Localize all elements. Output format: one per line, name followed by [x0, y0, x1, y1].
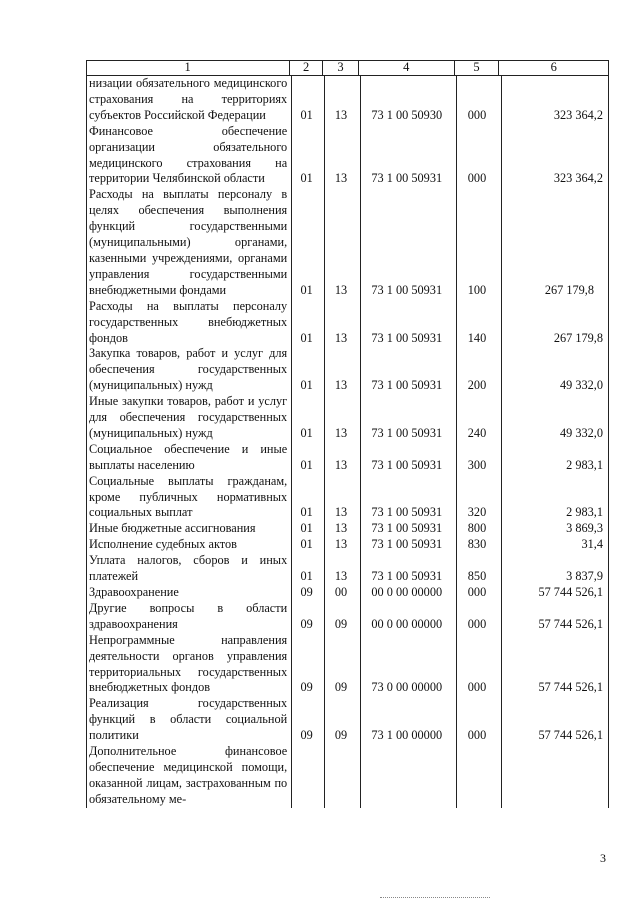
row-target-code: 73 1 00 50931	[371, 521, 443, 536]
row-section-code: 01	[300, 569, 313, 584]
table-row	[87, 601, 608, 633]
row-section-code: 01	[300, 330, 313, 345]
row-section-code: 01	[300, 505, 313, 520]
table-row	[87, 585, 608, 601]
row-subsection-code: 13	[334, 378, 348, 393]
row-subsection-code: 13	[334, 107, 348, 122]
row-description: Другие вопросы в области здравоохранения	[89, 600, 288, 631]
row-section-code: 09	[300, 680, 313, 695]
row-target-code: 73 1 00 50931	[371, 457, 443, 472]
budget-table	[86, 60, 609, 808]
row-description: Непрограммные направления деятельности органов управления территориальных государственных внебюджетных фондов	[89, 632, 288, 695]
row-expense-type: 830	[467, 537, 487, 552]
row-description: Социальное обеспечение и иные выплаты населению	[89, 441, 288, 472]
table-row	[87, 696, 608, 744]
row-subsection-code: 13	[334, 457, 348, 472]
row-subsection-code: 09	[334, 680, 348, 695]
row-description: Уплата налогов, сборов и иных платежей	[89, 553, 288, 584]
row-expense-type: 800	[467, 521, 487, 536]
row-section-code: 01	[300, 171, 313, 186]
table-row	[87, 299, 608, 347]
table-row	[87, 537, 608, 553]
row-subsection-code: 13	[334, 425, 348, 440]
table-row	[87, 76, 608, 124]
row-amount: 57 744 526,1	[538, 616, 603, 631]
row-description: Здравоохранение	[89, 585, 179, 599]
row-target-code: 73 1 00 50931	[371, 505, 443, 520]
row-description: Социальные выплаты гражданам, кроме публичных нормативных социальных выплат	[89, 473, 288, 520]
table-row	[87, 633, 608, 697]
footer-rule	[380, 897, 490, 898]
table-row	[87, 346, 608, 394]
row-description: низации обязательного медицинского страхования на территориях субъектов Российской Федерации	[89, 76, 288, 122]
row-description: Исполнение судебных актов	[89, 537, 237, 552]
row-expense-type: 240	[467, 425, 487, 440]
row-expense-type: 200	[467, 378, 487, 393]
table-row	[87, 521, 608, 537]
row-subsection-code: 13	[334, 505, 348, 520]
page-number: 3	[600, 851, 606, 865]
row-section-code: 01	[300, 378, 313, 393]
row-amount: 3 869,3	[566, 521, 603, 536]
row-target-code: 73 1 00 50931	[371, 537, 443, 552]
table-body	[86, 76, 609, 808]
row-amount: 49 332,0	[559, 425, 603, 440]
row-expense-type: 100	[467, 282, 487, 297]
row-subsection-code: 13	[334, 537, 348, 552]
row-target-code: 00 0 00 00000	[371, 585, 443, 599]
row-subsection-code: 13	[334, 282, 348, 297]
row-amount: 31,4	[581, 537, 603, 552]
row-amount: 323 364,2	[553, 171, 603, 186]
row-amount: 267 179,8	[544, 282, 595, 297]
table-row	[87, 124, 608, 188]
row-target-code: 73 1 00 50931	[371, 171, 443, 186]
row-section-code: 01	[300, 521, 313, 536]
row-description: Иные бюджетные ассигнования	[89, 521, 256, 536]
row-section-code: 09	[300, 728, 313, 743]
row-description: Реализация государственных функций в области социальной политики	[89, 696, 288, 743]
row-description: Закупка товаров, работ и услуг для обеспечения государственных (муниципальных) нужд	[89, 346, 288, 393]
row-section-code: 01	[300, 425, 313, 440]
row-amount: 57 744 526,1	[538, 728, 603, 743]
row-description: Иные закупки товаров, работ и услуг для обеспечения государственных (муниципальных) нужд	[89, 394, 288, 440]
header-col-6: 6	[550, 60, 557, 74]
row-section-code: 01	[300, 282, 313, 297]
row-expense-type: 000	[467, 585, 487, 599]
row-expense-type: 320	[467, 505, 487, 520]
row-section-code: 01	[300, 537, 313, 552]
header-col-4: 4	[359, 61, 455, 75]
header-col-2: 2	[290, 61, 323, 75]
row-subsection-code: 00	[334, 585, 348, 599]
row-expense-type: 000	[467, 107, 487, 122]
table-row	[87, 474, 608, 522]
row-section-code: 09	[300, 616, 313, 631]
row-amount: 49 332,0	[559, 378, 603, 393]
row-target-code: 73 1 00 50931	[371, 378, 443, 393]
header-col-3: 3	[323, 61, 359, 75]
row-target-code: 00 0 00 00000	[371, 616, 443, 631]
row-amount: 2 983,1	[566, 457, 603, 472]
row-section-code: 09	[300, 585, 313, 599]
header-col-5: 5	[455, 61, 500, 75]
row-subsection-code: 13	[334, 330, 348, 345]
row-expense-type: 850	[467, 569, 487, 584]
row-description: Расходы на выплаты персоналу государственных внебюджетных фондов	[89, 298, 288, 345]
row-target-code: 73 1 00 50931	[371, 282, 443, 297]
row-target-code: 73 1 00 50931	[371, 425, 443, 440]
row-expense-type: 300	[467, 457, 487, 472]
row-expense-type: 140	[467, 330, 487, 345]
row-amount: 323 364,2	[553, 107, 603, 122]
row-description: Дополнительное финансовое обеспечение медицинской помощи, оказанной лицам, застрахованным по обязательному ме-	[89, 744, 288, 806]
row-section-code: 01	[300, 457, 313, 472]
row-expense-type: 000	[467, 728, 487, 743]
row-amount: 57 744 526,1	[538, 680, 603, 695]
table-row	[87, 553, 608, 585]
row-target-code: 73 1 00 00000	[371, 728, 443, 743]
row-amount: 2 983,1	[566, 505, 603, 520]
table-row	[87, 187, 608, 298]
table-header	[86, 60, 609, 76]
row-target-code: 73 1 00 50930	[371, 107, 443, 122]
row-section-code: 01	[300, 107, 313, 122]
table-row	[87, 744, 608, 808]
row-subsection-code: 13	[334, 171, 348, 186]
row-subsection-code: 13	[334, 569, 348, 584]
row-target-code: 73 1 00 50931	[371, 330, 443, 345]
row-subsection-code: 13	[334, 521, 348, 536]
row-amount: 57 744 526,1	[538, 585, 603, 599]
row-target-code: 73 1 00 50931	[371, 569, 443, 584]
table-row	[87, 394, 608, 442]
row-amount: 3 837,9	[566, 569, 603, 584]
row-target-code: 73 0 00 00000	[371, 680, 443, 695]
row-expense-type: 000	[467, 171, 487, 186]
row-subsection-code: 09	[334, 728, 348, 743]
header-col-1: 1	[87, 61, 290, 75]
row-description: Финансовое обеспечение организации обязательного медицинского страхования на территории Челябинской области	[89, 123, 288, 186]
row-amount: 267 179,8	[553, 330, 603, 345]
row-expense-type: 000	[467, 616, 487, 631]
row-subsection-code: 09	[334, 616, 348, 631]
row-description: Расходы на выплаты персоналу в целях обеспечения выполнения функций государственными (муниципальными) органами, казенными учреждениями, органами управления государственными внебюджетными фондами	[89, 187, 288, 297]
table-row	[87, 442, 608, 474]
row-expense-type: 000	[467, 680, 487, 695]
